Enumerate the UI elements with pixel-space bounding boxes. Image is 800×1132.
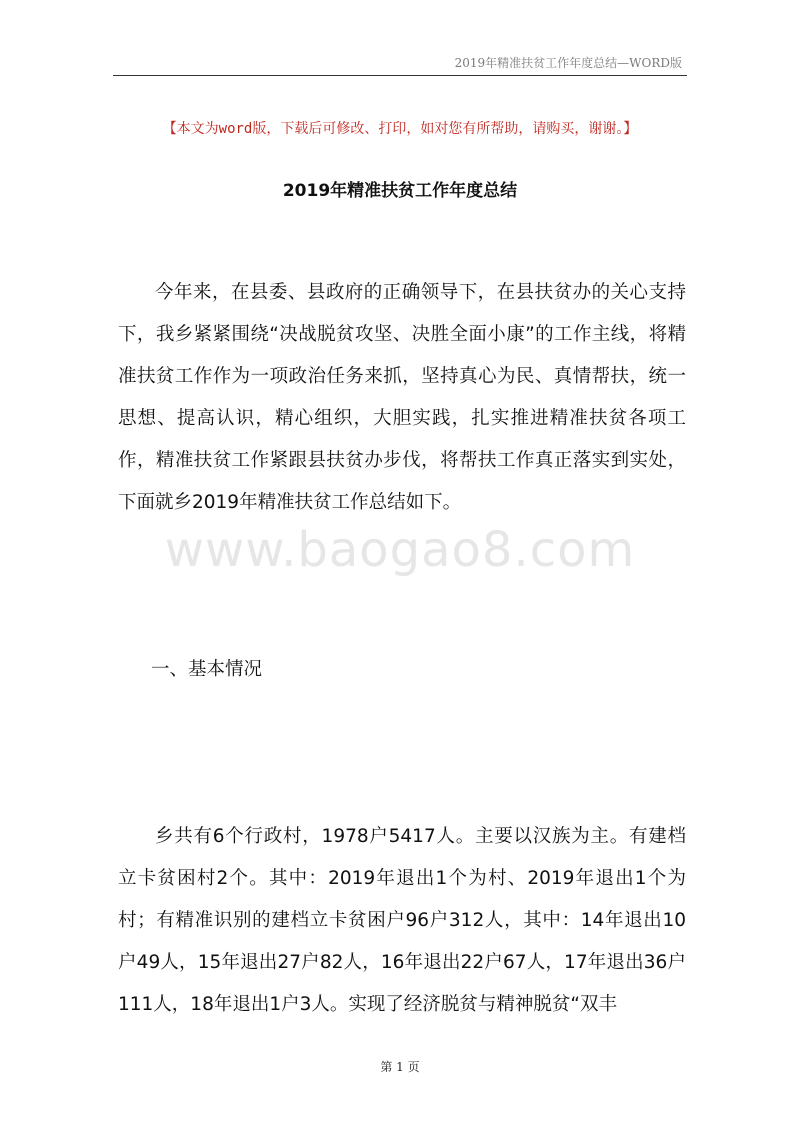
running-header: 2019年精准扶贫工作年度总结—WORD版 [454, 56, 682, 70]
document-title: 2019年精准扶贫工作年度总结 [282, 181, 518, 201]
basic-info-paragraph: 乡共有6个行政村，1978户5417人。主要以汉族为主。有建档立卡贫困村2个。其中：2019年退出1个为村、2019年退出1个为村；有精准识别的建档立卡贫困户96户312人，其中：14年退出10户49人，15年退出27户82人，16年退出22户67人，17年退出36户111人，18年退出1户3人。实现了经济脱贫与精神脱贫“双丰 [118, 826, 686, 1015]
header-divider [113, 75, 687, 76]
section-heading: 一、基本情况 [151, 659, 263, 680]
purchase-notice: 【本文为word版，下载后可修改、打印，如对您有所帮助，请购买，谢谢。】 [162, 121, 638, 137]
watermark: www.baogao8.com [164, 522, 636, 578]
intro-paragraph: 今年来，在县委、县政府的正确领导下，在县扶贫办的关心支持下，我乡紧紧围绕“决战脱贫攻坚、决胜全面小康”的工作主线，将精准扶贫工作作为一项政治任务来抓，坚持真心为民、真情帮扶，统一思想、提高认识，精心组织，大胆实践，扎实推进精准扶贫各项工作，精准扶贫工作紧跟县扶贫办步伐，将帮扶工作真正落实到实处，下面就乡2019年精准扶贫工作总结如下。 [118, 282, 686, 513]
page-number: 第 1 页 [380, 1060, 420, 1074]
